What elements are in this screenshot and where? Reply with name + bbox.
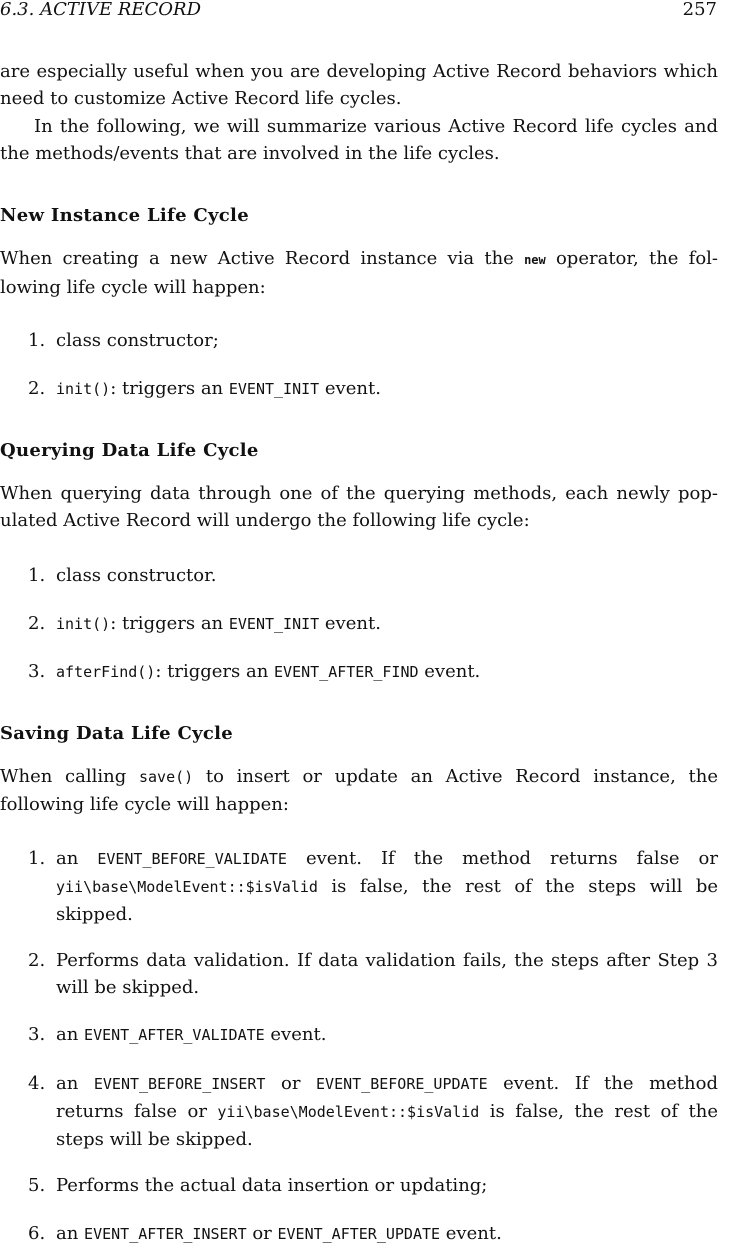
text-run: event. If the method returns false or [56,1073,718,1122]
list-item [28,658,718,686]
inline-code: EVENT_INIT [228,380,320,398]
item-text [56,1220,718,1248]
page-number: 257 [682,0,717,20]
text-run: When calling [0,766,139,787]
text-run: an [56,1073,94,1094]
section-title: 6.3. ACTIVE RECORD [0,0,202,20]
item-text [56,610,718,638]
item-text [56,1021,718,1049]
inline-code: init() [56,380,111,398]
list-item [28,1021,718,1049]
text-run: is false, the rest of the steps will be skipped. [56,1101,718,1150]
saving-description [0,763,718,818]
inline-code: EVENT_AFTER_INSERT [84,1225,247,1243]
item-text [56,845,718,928]
text-run: event. [319,613,381,634]
item-text [56,658,718,686]
inline-code: EVENT_AFTER_VALIDATE [84,1026,265,1044]
item-text: class constructor. [56,565,217,586]
item-number: 1. [28,330,46,351]
list-item [28,375,718,403]
running-header [0,0,717,23]
heading-new-instance: New Instance Life Cycle [0,205,249,226]
text-run: to insert or update an Active Record instance, the following life cycle will happen: [0,766,719,815]
list-item [28,1172,718,1199]
inline-code: afterFind() [56,663,156,681]
inline-code: yii\base\ModelEvent::$isValid [56,878,318,896]
inline-code: EVENT_AFTER_FIND [274,663,419,681]
text-run: : triggers an [110,613,229,634]
item-number: 5. [28,1175,46,1196]
text-run: an [56,1223,85,1244]
item-number: 2. [28,378,46,399]
item-text [56,1070,718,1153]
text-run: is false, the rest of the steps will be skipped. [56,876,718,925]
list-item [28,562,718,589]
list-item [28,1220,718,1248]
list-item [28,327,718,354]
text-run: When creating a new Active Record instance via the [0,248,525,269]
inline-code: save() [138,768,194,786]
item-number: 3. [28,1024,46,1045]
text-run: : triggers an [110,378,229,399]
item-number: 1. [28,565,46,586]
inline-code: EVENT_AFTER_UPDATE [277,1225,441,1243]
text-run: or [265,1073,317,1094]
heading-querying: Querying Data Life Cycle [0,440,259,461]
item-number: 2. [28,613,46,634]
text-run: or [246,1223,278,1244]
text-run: an [56,848,98,869]
item-number: 6. [28,1223,46,1244]
list-item [28,947,718,1001]
list-item [28,845,718,928]
item-text [56,375,718,403]
inline-code: EVENT_BEFORE_INSERT [93,1075,266,1093]
list-item [28,1070,718,1153]
heading-saving: Saving Data Life Cycle [0,723,234,744]
text-run: operator, the fol-lowing life cycle will happen: [0,248,718,298]
list-item [28,610,718,638]
item-number: 4. [28,1073,46,1094]
text-run: : triggers an [155,661,275,682]
text-run: event. [264,1024,327,1045]
item-number: 3. [28,661,46,682]
inline-code: new [524,253,546,267]
inline-code: EVENT_BEFORE_VALIDATE [97,850,287,868]
item-text: class constructor; [56,330,219,351]
inline-code: EVENT_INIT [228,615,320,633]
item-text: Performs data validation. If data validation fails, the steps after Step 3 will be skipped. [56,950,718,998]
text-run: an [56,1024,85,1045]
intro-paragraph-2: In the following, we will summarize various Active Record life cycles and the methods/events that are involved in the life cycles. [0,116,718,164]
text-run: event. [440,1223,502,1244]
text-run: event. [418,661,481,682]
inline-code: init() [56,615,111,633]
new-instance-description [0,245,718,301]
inline-code: EVENT_BEFORE_UPDATE [316,1075,488,1093]
item-text: Performs the actual data insertion or updating; [56,1175,488,1196]
item-number: 1. [28,848,46,869]
intro-paragraph-1: are especially useful when you are developing Active Record behaviors which need to customize Active Record life cycles. [0,61,718,109]
text-run: event. [319,378,381,399]
text-run: event. If the method returns false or [286,848,719,869]
inline-code: yii\base\ModelEvent::$isValid [217,1103,480,1121]
item-number: 2. [28,950,46,971]
querying-description: When querying data through one of the querying methods, each newly pop-ulated Active Record will undergo the following life cycle: [0,483,718,531]
